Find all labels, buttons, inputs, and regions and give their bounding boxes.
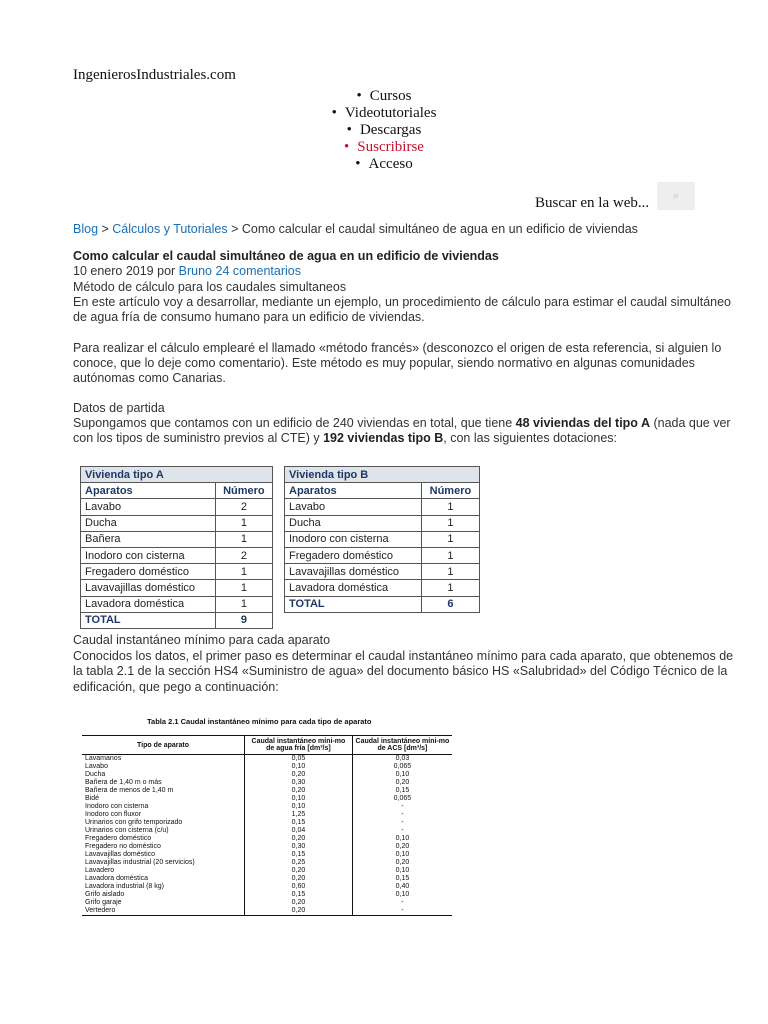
table-cell: 0,10 [352,867,452,875]
table-2-1-title: Tabla 2.1 Caudal instantáneo mínimo para cada tipo de aparato [147,717,372,726]
table-cell: Bañera de 1,40 m o más [85,779,162,786]
table-cell: Inodoro con cisterna [85,803,149,810]
table-row: Ducha 1 [285,515,480,531]
table-cell: 0,10 [352,851,452,859]
table-cell: - [352,819,452,827]
table-cell: 0,30 [245,843,353,851]
paragraph-4-line-2: la tabla 2.1 de la sección HS4 «Suministro de agua» del documento básico HS «Salubridad» del Código Técnico de la [73,664,728,678]
table-cell: 0,20 [245,907,353,916]
table-cell: 0,10 [245,803,353,811]
table-cell: 0,10 [245,763,353,771]
table-row [82,883,452,891]
table-row: Inodoro con cisterna 2 [81,547,273,563]
table-cell: 0,065 [352,763,452,771]
table-cell: Vertedero [82,907,245,916]
table-cell: 0,20 [245,771,353,779]
paragraph-4-line-1: Conocidos los datos, el primer paso es determinar el caudal instantáneo mínimo para cada aparato, que obtenemos de [73,649,734,663]
table-row [82,811,452,819]
table-row [82,851,452,859]
datos-heading: Datos de partida [73,401,165,415]
vivienda-b-title: Vivienda tipo B [285,467,480,483]
table-cell: Urinarios con cisterna (c/u) [85,827,169,834]
col-acs: Caudal instantáneo míni-mo de ACS [dm³/s] [352,736,452,755]
table-cell: 1,25 [245,811,353,819]
table-row: Lavabo 2 [81,499,273,515]
table-cell: 0,20 [352,859,452,867]
article-subtitle: Método de cálculo para los caudales simultaneos [73,280,347,294]
table-cell: 0,60 [245,883,353,891]
table-cell: Lavadora doméstica [85,875,149,882]
col-numero: Número [215,483,272,499]
paragraph-4-line-3: edificación, que pego a continuación: [73,680,279,694]
table-row [82,803,452,811]
table-row: Fregadero doméstico 1 [285,547,480,563]
table-cell: 0,25 [245,859,353,867]
table-row: Lavadora doméstica 1 [81,596,273,612]
table-cell: - [352,899,452,907]
article-title: Como calcular el caudal simultáneo de agua en un edificio de viviendas [73,249,499,263]
vivienda-a-title: Vivienda tipo A [81,467,273,483]
table-row [82,907,452,916]
table-cell: 0,20 [245,875,353,883]
table-row [82,779,452,787]
table-cell: 0,20 [352,779,452,787]
total-row: TOTAL 9 [81,612,273,628]
table-row [82,787,452,795]
table-row [82,827,452,835]
table-cell: Lavadora industrial (8 kg) [85,883,164,890]
table-cell: Ducha [85,771,106,778]
nav-item-videotutoriales[interactable]: • Videotutoriales [331,105,437,121]
search-icon: ⌕ [672,190,680,202]
table-row [82,891,452,899]
table-row [82,875,452,883]
table-cell: 0,04 [245,827,353,835]
table-row [82,899,452,907]
nav-item-suscribirse[interactable]: • Suscribirse [344,139,424,155]
table-cell: 0,10 [352,835,452,843]
table-cell: - [352,811,452,819]
table-cell: 0,20 [245,787,353,795]
table-cell: 0,10 [245,795,353,803]
table-cell: Fregadero doméstico [85,835,152,842]
article-meta: 10 enero 2019 por Bruno 24 comentarios [73,264,301,278]
col-tipo-aparato: Tipo de aparato [82,736,245,755]
table-cell: 0,30 [245,779,353,787]
table-row: Fregadero doméstico 1 [81,564,273,580]
breadcrumb-category[interactable]: Cálculos y Tutoriales [112,222,228,236]
table-row: Ducha 1 [81,515,273,531]
table-cell: 0,10 [352,891,452,899]
table-row: Inodoro con cisterna 1 [285,531,480,547]
col-aparatos: Aparatos [285,483,422,499]
vivienda-b-table [284,466,480,613]
table-cell: Grifo aislado [85,891,125,898]
search-button[interactable] [657,182,695,210]
table-cell: - [352,827,452,835]
col-aparatos: Aparatos [81,483,216,499]
col-numero: Número [421,483,479,499]
table-cell: 0,15 [352,875,452,883]
table-row [82,843,452,851]
total-row: TOTAL 6 [285,596,480,612]
table-row [82,763,452,771]
table-row: Lavavajillas doméstico 1 [81,580,273,596]
author-link[interactable]: Bruno [178,264,213,278]
paragraph-2-line-1: Para realizar el cálculo emplearé el llamado «método francés» (desconozco el origen de esta referencia, si alguien lo [73,341,722,355]
table-cell: 0,40 [352,883,452,891]
vivienda-a-table [80,466,273,629]
table-cell: 0,20 [245,835,353,843]
table-cell: 0,065 [352,795,452,803]
comments-link[interactable]: 24 comentarios [215,264,301,278]
table-cell: 0,20 [352,843,452,851]
main-nav [0,88,768,173]
table-cell: 0,05 [245,755,353,764]
table-row: Bañera 1 [81,531,273,547]
paragraph-1-line-1: En este artículo voy a desarrollar, mediante un ejemplo, un procedimiento de cálculo para estimar el caudal simultáneo [73,295,732,309]
table-cell: - [352,907,452,916]
table-cell: 0,20 [245,867,353,875]
nav-item-cursos[interactable]: • Cursos [356,88,412,104]
table-cell: - [352,803,452,811]
table-row: Lavabo 1 [285,499,480,515]
search-label[interactable]: Buscar en la web... [535,195,650,211]
site-title[interactable]: IngenierosIndustriales.com [73,67,236,83]
table-row: Lavavajillas doméstico 1 [285,564,480,580]
table-cell: 0,20 [245,899,353,907]
table-cell: 0,15 [245,819,353,827]
table-row [82,755,452,764]
table-2-1-body [82,755,452,916]
table-row [82,771,452,779]
table-cell: Fregadero no doméstico [85,843,161,850]
table-row [82,867,452,875]
paragraph-3-line-2: con los tipos de suministro previos al CTE) y 192 viviendas tipo B, con las siguientes dotaciones: [73,431,617,445]
table-cell: 0,15 [245,851,353,859]
table-cell: Bidé [85,795,100,802]
breadcrumb-current: Como calcular el caudal simultáneo de agua en un edificio de viviendas [241,222,638,236]
nav-item-acceso[interactable]: • Acceso [355,156,413,172]
breadcrumb: Blog > Cálculos y Tutoriales > Como calcular el caudal simultáneo de agua en un edificio de viviendas [73,222,638,236]
paragraph-2-line-3: autónomas como Canarias. [73,371,226,385]
table-cell: 0,10 [352,771,452,779]
paragraph-2-line-2: conoce, que lo deje como comentario). Este método es muy popular, siendo normativo en algunas comunidades [73,356,695,370]
table-cell: Lavabo [85,763,108,770]
table-cell: 0,15 [245,891,353,899]
post-date: 10 enero 2019 [73,264,154,278]
table-cell: 0,03 [352,755,452,764]
nav-item-descargas[interactable]: • Descargas [346,122,422,138]
table-2-1 [82,735,452,916]
table-row: Lavadora doméstica 1 [285,580,480,596]
paragraph-3-line-1: Supongamos que contamos con un edificio de 240 viviendas en total, que tiene 48 viviendas del tipo A (nada que ver [73,416,731,430]
table-cell: Bañera de menos de 1,40 m [85,787,174,794]
table-row [82,859,452,867]
table-row [82,795,452,803]
table-cell: 0,15 [352,787,452,795]
table-cell: Inodoro con fluxor [85,811,142,818]
paragraph-1-line-2: de agua fría de consumo humano para un edificio de viviendas. [73,310,425,324]
table-cell: Lavamanos [85,755,122,762]
table-row [82,819,452,827]
table-cell: Lavavajillas industrial (20 servicios) [85,859,195,866]
col-agua-fria: Caudal instantáneo míni-mo de agua fría [dm³/s] [245,736,353,755]
table-cell: Urinarios con grifo temporizado [85,819,183,826]
caudal-heading: Caudal instantáneo mínimo para cada aparato [73,633,331,647]
table-cell: Grifo garaje [85,899,122,906]
table-cell: Lavavajillas doméstico [85,851,156,858]
table-cell: Lavadero [85,867,115,874]
breadcrumb-blog[interactable]: Blog [73,222,99,236]
table-row [82,835,452,843]
